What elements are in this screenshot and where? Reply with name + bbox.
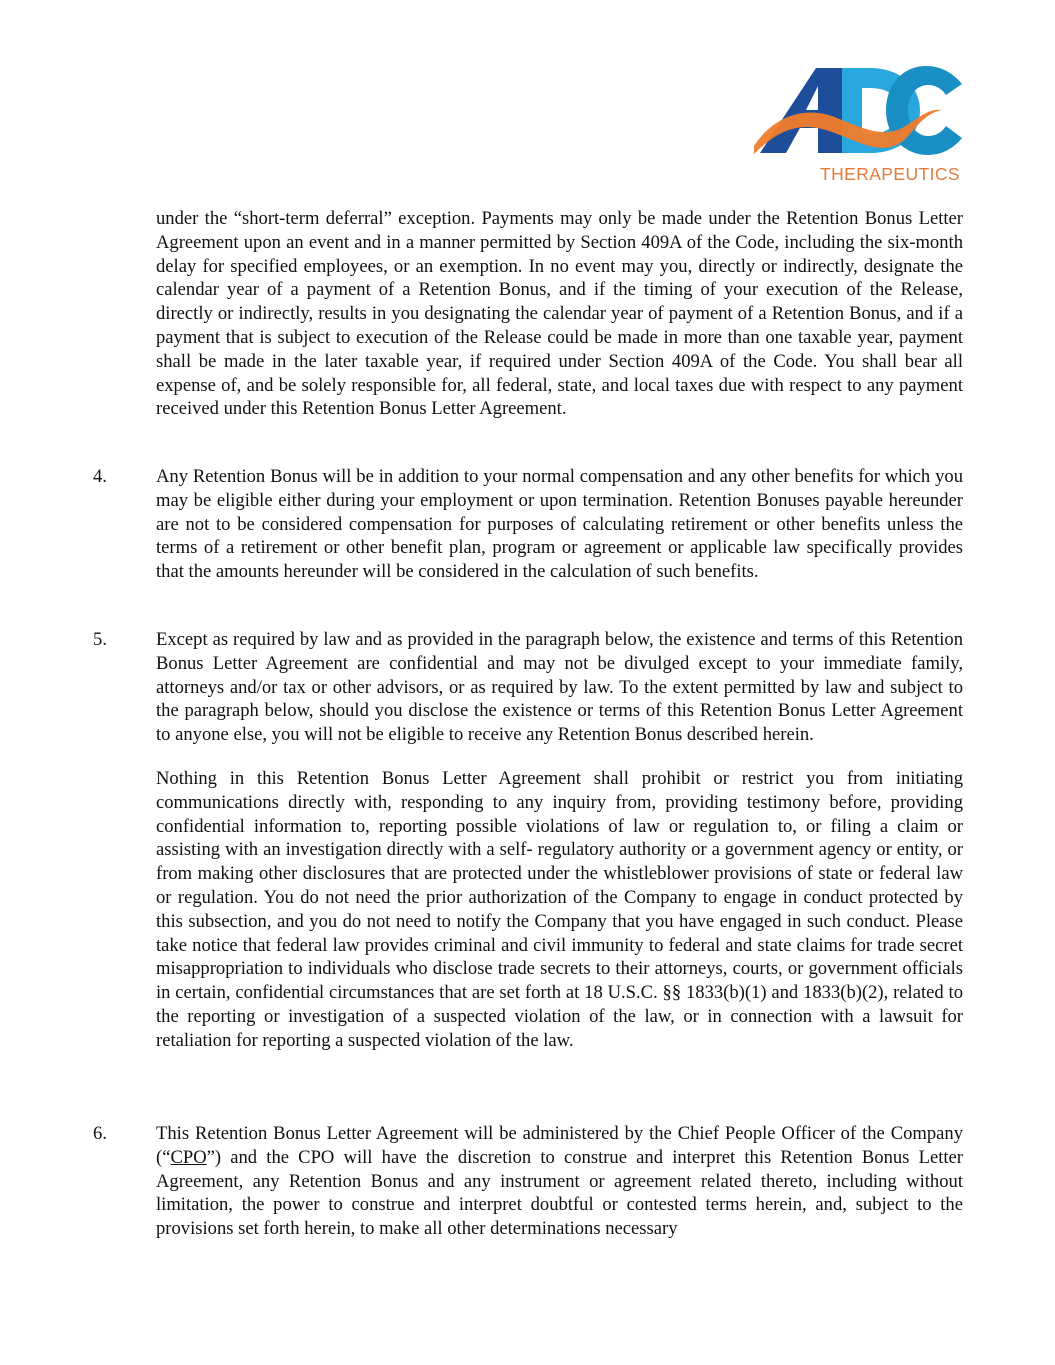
- list-item-4: [93, 465, 963, 584]
- text-before-term: This Retention Bonus Letter Agreement will be administered by the Chief People Officer of the Company (“: [156, 1123, 963, 1168]
- item-sub-paragraph: Nothing in this Retention Bonus Letter Agreement shall prohibit or restrict you from initiating communications directly with, responding to any inquiry from, providing testimony before, providing confidential information to, reporting possible violations of law or regulation to, or filing a claim or assisting with an investigation directly with a self- regulatory authority or a government agency or entity, or from making other disclosures that are protected under the whistleblower provisions of state or federal law or regulation. You do not need the prior authorization of the Company to engage in conduct protected by this subsection, and you do not need to notify the Company that you have engaged in such conduct. Please take notice that federal law provides criminal and civil immunity to federal and state claims for trade secret misappropriation to individuals who disclose trade secrets to their attorneys, courts, or government officials in certain, confidential circumstances that are set forth at 18 U.S.C. §§ 1833(b)(1) and 1833(b)(2), related to the reporting or investigation of a suspected violation of the law, or in connection with a lawsuit for retaliation for reporting a suspected violation of the law.: [156, 767, 963, 1051]
- text-after-term: ”) and the CPO will have the discretion to construe and interpret this Retention Bonus Letter Agreement, any Retention Bonus and any instrument or agreement related thereto, including without limitation, the power to construe and interpret doubtful or contested terms herein, and, subject to the provisions set forth herein, to make all other determinations necessary: [156, 1146, 963, 1240]
- continuation-paragraph: under the “short-term deferral” exception. Payments may only be made under the Retention Bonus Letter Agreement upon an event and in a manner permitted by Section 409A of the Code, including the six-month delay for specified employees, or an exemption. In no event may you, directly or indirectly, designate the calendar year of a payment of a Retention Bonus, and if the timing of your execution of the Release, directly or indirectly, results in you designating the calendar year of payment of a Retention Bonus, and if a payment that is subject to execution of the Release could be made in more than one taxable year, payment shall be made in the later taxable year, if required under Section 409A of the Code. You shall bear all expense of, and be solely responsible for, all federal, state, and local taxes due with respect to any payment received under this Retention Bonus Letter Agreement.: [156, 208, 963, 420]
- list-item-5: [93, 628, 963, 1053]
- logo-letter-a: [760, 68, 842, 153]
- item-text: Any Retention Bonus will be in addition to your normal compensation and any other benefits for which you may be eligible either during your employment or upon termination. Retention Bonuses payable hereunder are not to be considered compensation for purposes of calculating retirement or other benefits unless the terms of a retirement or other benefit plan, program or agreement or applicable law specifically provides that the amounts hereunder will be considered in the calculation of such benefits.: [156, 466, 963, 583]
- list-item-6: [93, 1122, 963, 1241]
- logo-tagline: THERAPEUTICS: [820, 164, 960, 184]
- item-number: 6.: [93, 1123, 107, 1144]
- item-text: [156, 1122, 963, 1241]
- defined-term-cpo: CPO: [170, 1146, 207, 1168]
- item-number: 4.: [93, 466, 107, 487]
- item-number: 5.: [93, 629, 107, 650]
- adc-logo-mark: [752, 58, 967, 163]
- item-text: Except as required by law and as provided in the paragraph below, the existence and terms of this Retention Bonus Letter Agreement are confidential and may not be divulged except to your immediate family, attorneys and/or tax or other advisors, or as required by law. To the extent permitted by law and subject to the paragraph below, should you disclose the existence or terms of this Retention Bonus Letter Agreement to anyone else, you will not be eligible to receive any Retention Bonus described herein.: [156, 629, 963, 746]
- company-logo: [752, 58, 967, 186]
